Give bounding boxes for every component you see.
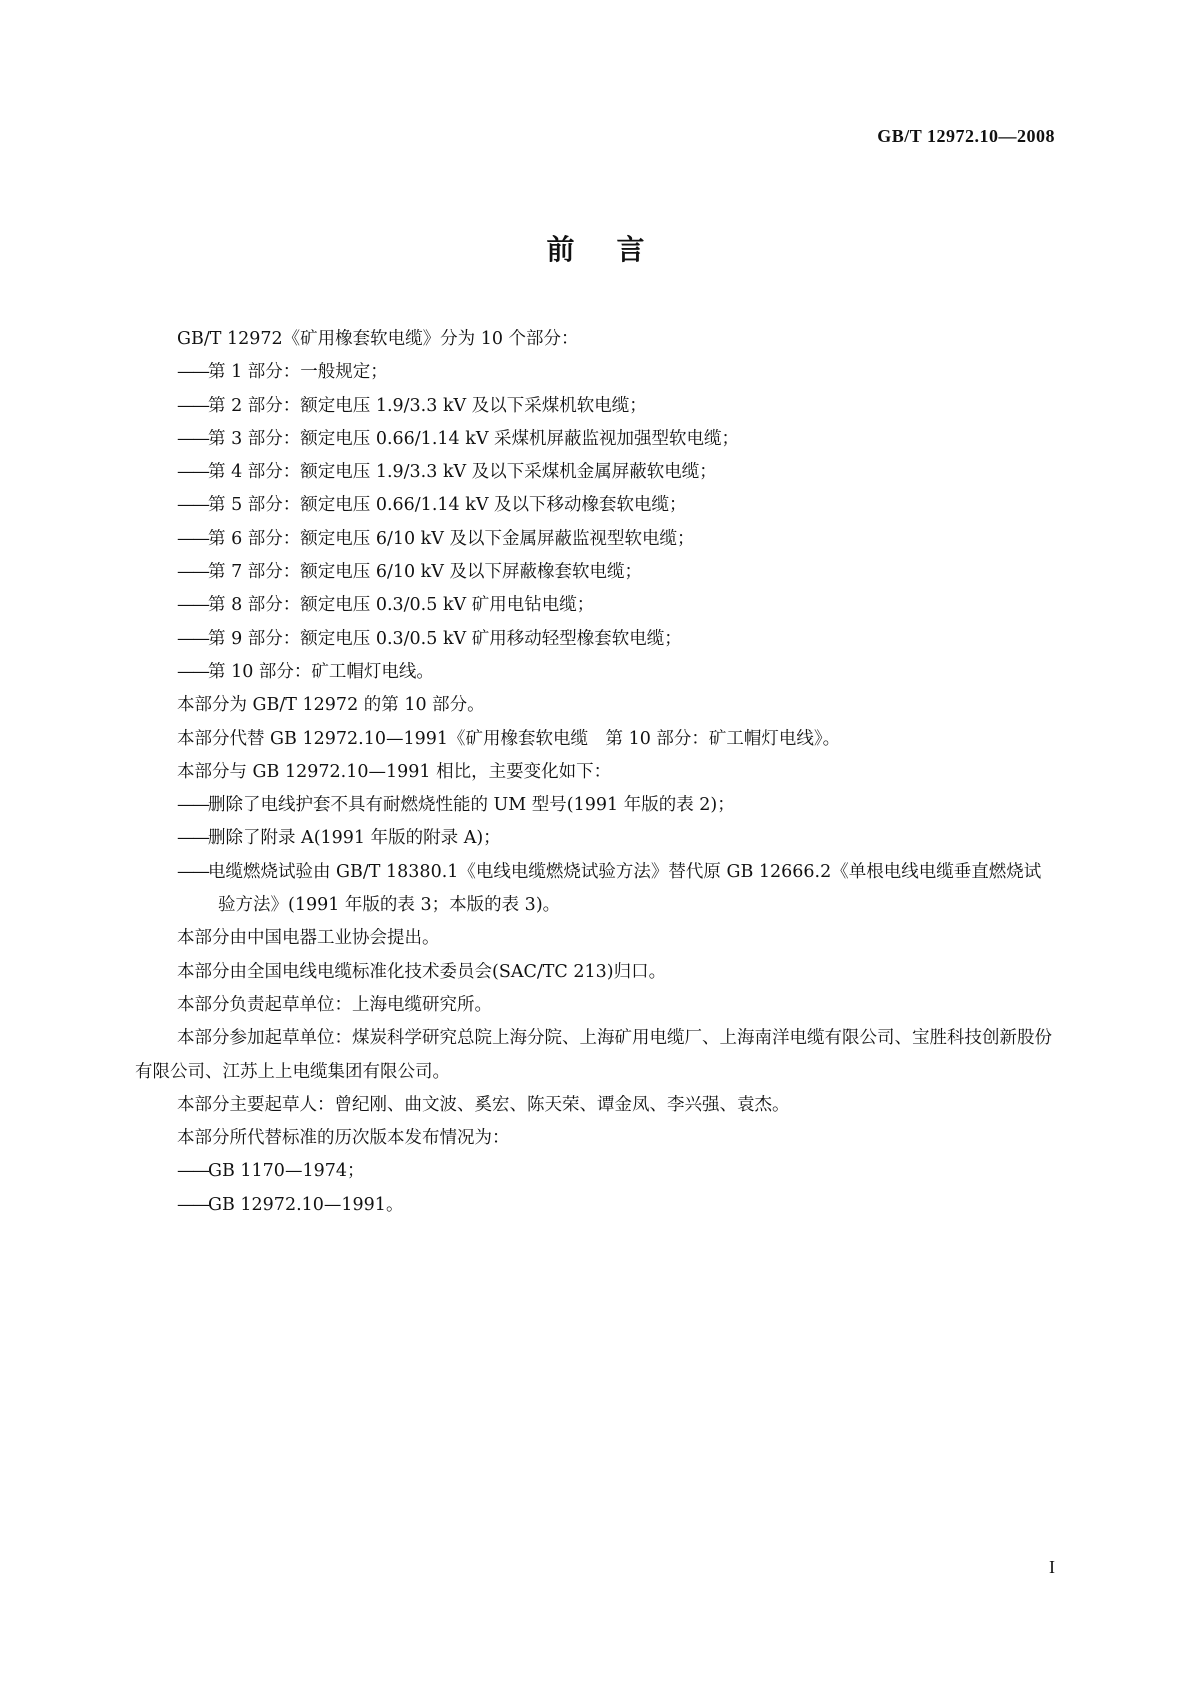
list-item [177, 556, 1057, 589]
list-item-text: 第 7 部分：额定电压 6/10 kV 及以下屏蔽橡套软电缆； [208, 562, 642, 583]
page-number: I [1049, 1557, 1055, 1577]
list-item-text: 第 3 部分：额定电压 0.66/1.14 kV 采煤机屏蔽监视加强型软电缆； [208, 428, 740, 449]
paragraph: 本部分参加起草单位：煤炭科学研究总院上海分院、上海矿用电缆厂、上海南洋电缆有限公司、宝胜科技创新股份有限公司、江苏上上电缆集团有限公司。 [135, 1028, 1052, 1082]
list-item [177, 390, 1057, 423]
list-item-text: 第 4 部分：额定电压 1.9/3.3 kV 及以下采煤机金属屏蔽软电缆； [208, 462, 717, 483]
list-dash: —— [177, 1161, 208, 1182]
page-title: 前言 [546, 233, 687, 266]
list-item [177, 356, 1057, 389]
paragraph: 本部分代替 GB 12972.10—1991《矿用橡套软电缆 第 10 部分：矿工帽灯电线》。 [177, 728, 841, 749]
list-item [177, 523, 1057, 556]
list-item [177, 456, 1057, 489]
list-dash: —— [177, 628, 208, 649]
list-dash: —— [177, 595, 208, 616]
list-dash: —— [177, 528, 208, 549]
paragraph: 本部分由全国电线电缆标准化技术委员会(SAC/TC 213)归口。 [177, 961, 667, 982]
list-item-text: 第 10 部分：矿工帽灯电线。 [208, 661, 434, 682]
foreword-body [135, 323, 1057, 1222]
list-item [177, 489, 1057, 522]
list-dash: —— [177, 462, 208, 483]
list-item-text: 删除了附录 A(1991 年版的附录 A)； [208, 828, 501, 849]
list-item [177, 656, 1057, 689]
paragraph: 本部分所代替标准的历次版本发布情况为： [177, 1128, 510, 1149]
list-item-text: 第 2 部分：额定电压 1.9/3.3 kV 及以下采煤机软电缆； [208, 395, 647, 416]
paragraph: 本部分主要起草人：曾纪刚、曲文波、奚宏、陈天荣、谭金凤、李兴强、袁杰。 [177, 1094, 790, 1115]
list-item-text: 第 5 部分：额定电压 0.66/1.14 kV 及以下移动橡套软电缆； [208, 495, 687, 516]
list-dash: —— [177, 395, 208, 416]
list-item [177, 789, 1057, 822]
list-item [177, 1189, 1057, 1222]
list-item [177, 423, 1057, 456]
list-item-text: GB 12972.10—1991。 [208, 1194, 404, 1215]
paragraph: 本部分与 GB 12972.10—1991 相比，主要变化如下： [177, 761, 612, 782]
paragraph: GB/T 12972《矿用橡套软电缆》分为 10 个部分： [177, 329, 579, 349]
list-item-text: 第 6 部分：额定电压 6/10 kV 及以下金属屏蔽监视型软电缆； [208, 528, 695, 549]
list-dash: —— [177, 495, 208, 516]
list-item [177, 822, 1057, 855]
list-dash: —— [177, 362, 208, 383]
list-item [177, 589, 1057, 622]
list-dash: —— [177, 861, 208, 882]
list-item [177, 856, 1057, 923]
list-item-text: 删除了电线护套不具有耐燃烧性能的 UM 型号(1991 年版的表 2)； [208, 795, 735, 816]
list-item-text: 第 8 部分：额定电压 0.3/0.5 kV 矿用电钻电缆； [208, 595, 595, 616]
list-item-text: 第 9 部分：额定电压 0.3/0.5 kV 矿用移动轻型橡套软电缆； [208, 628, 682, 649]
list-dash: —— [177, 828, 208, 849]
list-dash: —— [177, 562, 208, 583]
list-item [177, 1155, 1057, 1188]
list-dash: —— [177, 661, 208, 682]
standard-code: GB/T 12972.10—2008 [877, 126, 1055, 146]
list-dash: —— [177, 428, 208, 449]
paragraph: 本部分由中国电器工业协会提出。 [177, 928, 440, 949]
list-item-text: GB 1170—1974； [208, 1161, 365, 1182]
list-dash: —— [177, 1194, 208, 1215]
list-item-text: 电缆燃烧试验由 GB/T 18380.1《电线电缆燃烧试验方法》替代原 GB 12666.2《单根电线电缆垂直燃烧试验方法》(1991 年版的表 3；本版的表 3)。 [208, 861, 1042, 916]
paragraph: 本部分负责起草单位：上海电缆研究所。 [177, 994, 492, 1015]
list-item-text: 第 1 部分：一般规定； [208, 362, 388, 383]
paragraph: 本部分为 GB/T 12972 的第 10 部分。 [177, 695, 485, 716]
list-dash: —— [177, 795, 208, 816]
list-item [177, 623, 1057, 656]
